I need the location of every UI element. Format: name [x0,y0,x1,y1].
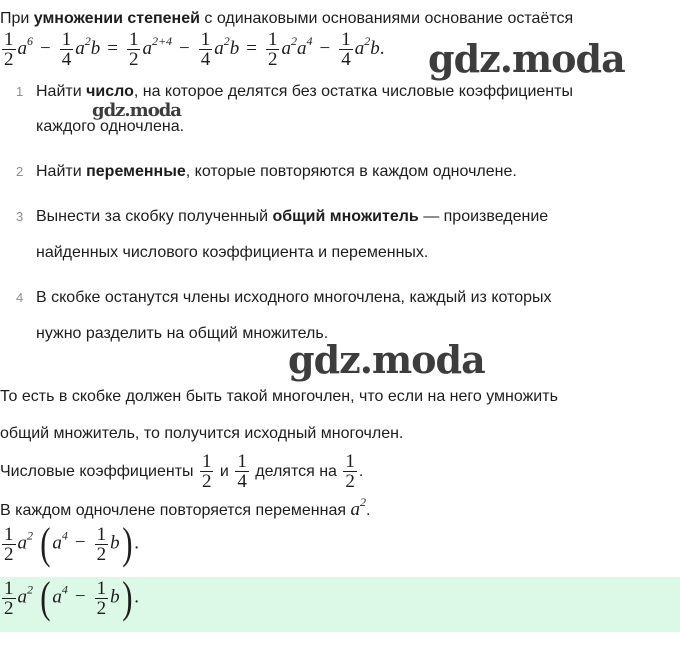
step-text-line2: найденных числового коэффициента и переменных. [36,244,429,261]
step-number: 1 [16,84,24,99]
fraction: $\frac{1}{4}$ [237,451,247,493]
step-number: 4 [16,290,24,305]
fraction: $\frac{1}{2}$ [345,451,355,493]
fraction: $\frac{1}{2}$ [201,451,212,493]
fraction: $\frac{1}{2}$ [4,523,14,565]
intro-bold: умножении степеней [33,10,200,27]
fraction: $\frac{1}{2}$ [96,577,107,619]
step-number: 2 [16,164,24,179]
step-text: Найти переменные, которые повторяются в каждом одночлене. [36,163,517,180]
fraction: $\frac{1}{2}$ [4,29,14,70]
answer-expression: $\frac{1}{2}$ $a^2$ ( $a^4$ − $\frac{1}{2}$ b) . [4,573,140,622]
fraction: $\frac{1}{2}$ [128,29,139,70]
step-text-line2: нужно разделить на общий множитель. [36,325,329,342]
fraction: $\frac{1}{4}$ [200,29,211,70]
explanation-line2: общий множитель, то получится исходный многочлен. [0,425,404,442]
step-text: Вынести за скобку полученный общий множитель — произведение [36,208,549,225]
fraction: $\frac{1}{2}$ [4,577,14,619]
step-text: Найти число, на которое делятся без остатка числовые коэффициенты [36,83,573,100]
step-number: 3 [16,209,24,224]
watermark-logo: gdz.moda [92,100,181,121]
variable-text: В каждом одночлене повторяется переменная $a^2$. [0,495,371,520]
fraction: $\frac{1}{4}$ [341,29,351,70]
step-text-line2: каждого одночлена. [36,118,185,135]
fraction: $\frac{1}{2}$ [267,29,278,70]
watermark-logo: gdz.moda [288,337,485,382]
fraction: $\frac{1}{2}$ [96,523,107,565]
step-text: В скобке останутся члены исходного многочлена, каждый из которых [36,289,552,306]
explanation-line1: То есть в скобке должен быть такой многочлен, что если на него умножить [0,388,558,405]
power-equation: $\frac{1}{2}$ $a^6$ − $\frac{1}{4}$ $a^2b$ = $\frac{1}{2}$ $a^{2+4}$ − $\frac{1}{4}$ $a^2b$ = $\frac{1}{2}$ $a^2a^4$ − $\frac{1}{4}$ $a^2b$. [4,29,385,70]
watermark-logo: gdz.moda [428,36,625,81]
coefficients-text: Числовые коэффициенты $\frac{1}{2}$ и $\frac{1}{4}$ делятся на $\frac{1}{2}$ . [0,451,364,493]
result-expression: $\frac{1}{2}$ $a^2$ ( $a^4$ − $\frac{1}{2}$ b) . [4,519,140,568]
intro-text: При умножении степеней с одинаковыми основаниями основание остаётся [0,10,574,27]
fraction: $\frac{1}{4}$ [61,29,72,70]
